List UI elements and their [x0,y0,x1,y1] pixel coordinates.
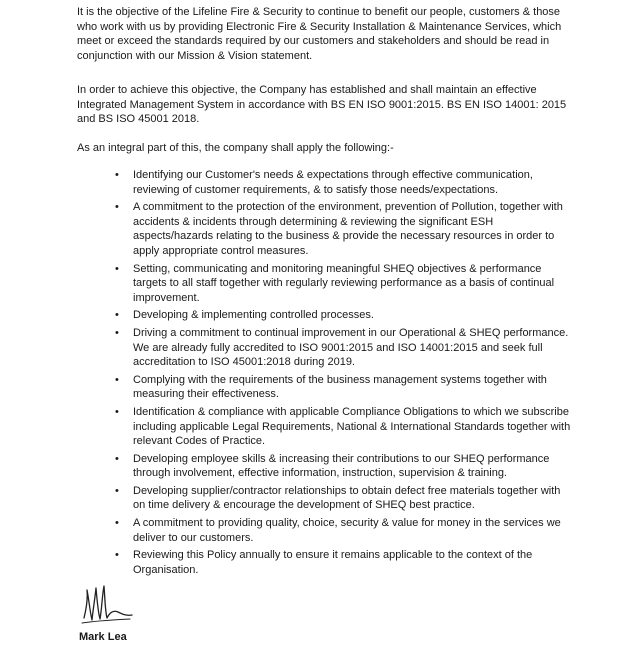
list-item: • Identification & compliance with applicable Compliance Obligations to which we subscribe including applicable Legal Requirements, National & International Standards together with relevant Codes of Practice. [133,405,573,449]
intro-ims-paragraph: In order to achieve this objective, the Company has established and shall maintain an effective Integrated Management System in accordance with BS EN ISO 9001:2015. BS EN ISO 14001: 2015 and BS ISO 45001 2018. [77,84,567,126]
list-item: • Complying with the requirements of the business management systems together with measuring their effectiveness. [133,373,573,402]
list-item: • Reviewing this Policy annually to ensure it remains applicable to the context of the Organisation. [133,548,573,577]
list-item: • Setting, communicating and monitoring meaningful SHEQ objectives & performance targets to all staff together with regularly reviewing performance as a basis of continual improvement. [133,262,573,306]
list-item: • Developing supplier/contractor relationships to obtain defect free materials together with on time delivery & encourage the development of SHEQ best practice. [133,484,573,513]
signatory-name: Mark Lea [79,631,127,643]
policy-list [133,168,573,580]
list-item: • A commitment to the protection of the environment, prevention of Pollution, together with accidents & incidents through determining & reviewing the significant ESH aspects/hazards relating to the business & provide the necessary resources in order to apply appropriate control measures. [133,200,573,258]
signature-image [80,582,140,628]
list-item: • Driving a commitment to continual improvement in our Operational & SHEQ performance. We are already fully accredited to ISO 9001:2015 and ISO 14001:2015 and seek full accreditation to ISO 45001:2018 during 2019. [133,326,573,370]
intro-apply-paragraph: As an integral part of this, the company shall apply the following:- [77,142,394,154]
list-item: • Developing employee skills & increasing their contributions to our SHEQ performance through involvement, effective information, instruction, supervision & training. [133,452,573,481]
list-item: • Developing & implementing controlled processes. [133,308,573,323]
list-item: • Identifying our Customer's needs & expectations through effective communication, reviewing of customer requirements, & to satisfy those needs/expectations. [133,168,573,197]
intro-objective-paragraph: It is the objective of the Lifeline Fire & Security to continue to benefit our people, customers & those who work with us by providing Electronic Fire & Security Installation & Maintenance Services, which meet or exceed the standards required by our customers and stakeholders and should be read in conjunction with our Mission & Vision statement. [77,6,562,62]
list-item: • A commitment to providing quality, choice, security & value for money in the services we deliver to our customers. [133,516,573,545]
